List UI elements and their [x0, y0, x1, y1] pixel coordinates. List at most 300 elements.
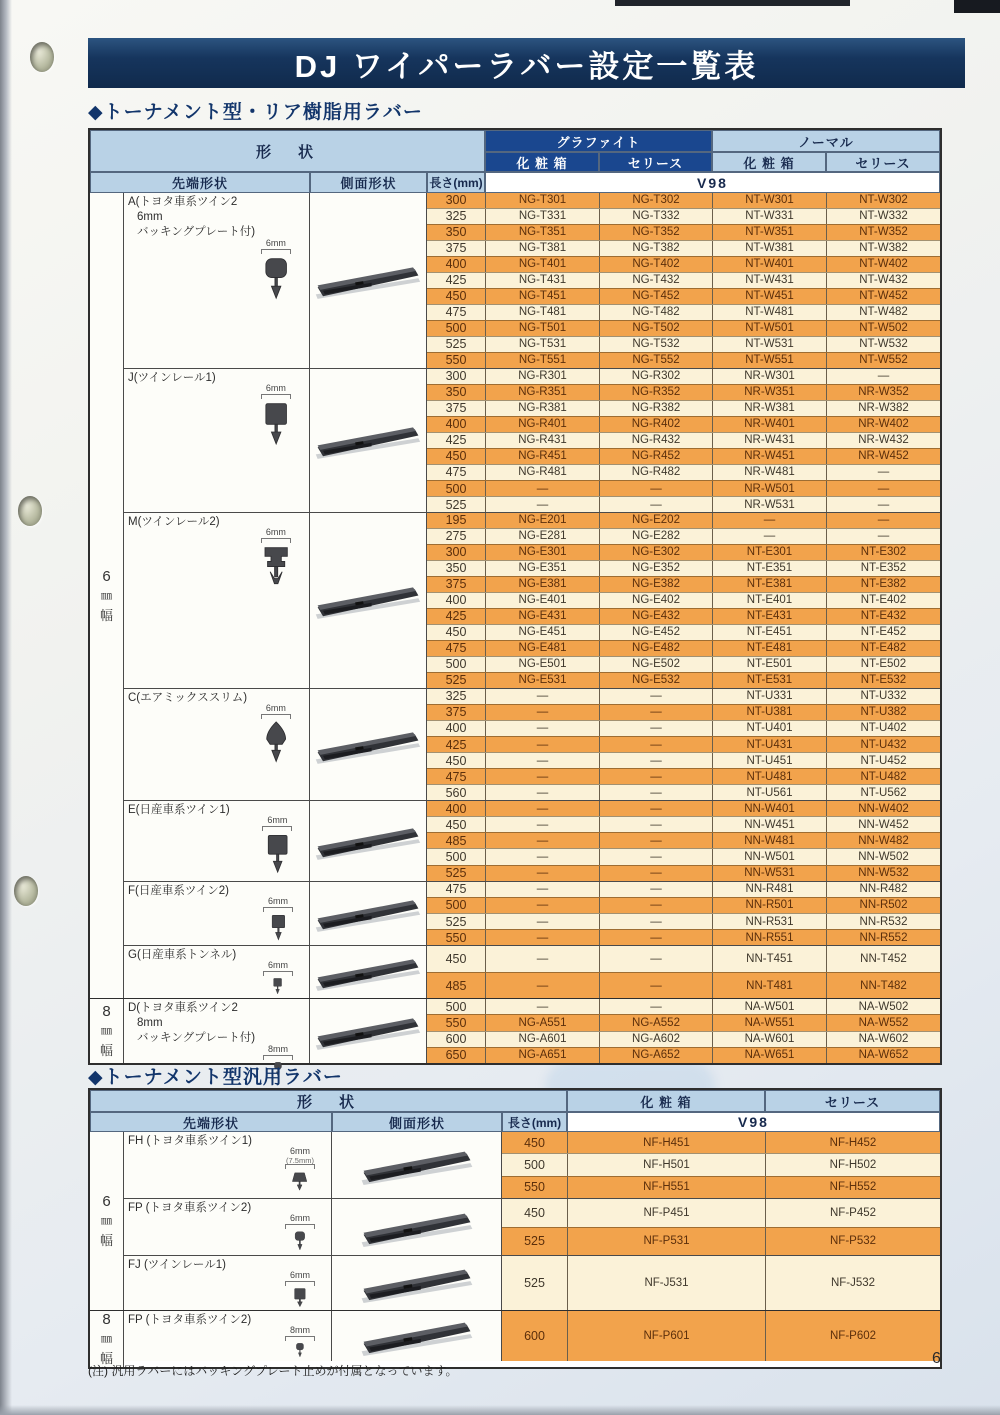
- scan-artifact: [615, 0, 850, 6]
- header-side-shape: 側面形状: [310, 172, 427, 193]
- part-number-cell: NF-H501: [567, 1154, 765, 1175]
- tip-shape-label: バッキングプレート付): [137, 1032, 256, 1045]
- part-number-cell: NT-W332: [826, 209, 940, 224]
- part-number-cell: NT-W331: [712, 209, 826, 224]
- tip-shape-cell: [124, 882, 310, 946]
- part-number-cell: NT-E302: [826, 545, 940, 560]
- tip-shape-cell: [124, 513, 310, 688]
- part-number-cell: NT-U432: [826, 737, 940, 752]
- header-graphite: グラファイト: [485, 130, 712, 152]
- part-rows: [427, 946, 940, 998]
- table-row: [427, 480, 940, 496]
- length-cell: 375: [445, 705, 467, 720]
- measure-bracket: [285, 1336, 315, 1341]
- tip-block-icon: [292, 1287, 308, 1309]
- part-number-cell: NT-E401: [712, 593, 826, 608]
- table-row: [427, 320, 940, 336]
- part-number-cell: NT-U382: [826, 705, 940, 720]
- length-cell: 550: [445, 930, 467, 945]
- width-measure: 6mm: [268, 960, 288, 971]
- part-number-cell: —: [599, 999, 712, 1014]
- length-cell: 600: [524, 1329, 545, 1343]
- part-number-cell: NG-E531: [485, 673, 599, 688]
- part-number-cell: NT-W351: [712, 225, 826, 240]
- part-number-cell: NT-U431: [712, 737, 826, 752]
- length-cell: 500: [524, 1157, 545, 1172]
- table-row: [427, 897, 940, 913]
- part-number-cell: NF-H451: [567, 1132, 765, 1153]
- width-group: [90, 1132, 940, 1310]
- tip-shape-figure: [285, 1147, 315, 1194]
- part-rows: [427, 369, 940, 512]
- page-bottom-shadow: [0, 1405, 1000, 1415]
- part-number-cell: NG-T452: [599, 289, 712, 304]
- part-number-cell: NR-W352: [826, 385, 940, 400]
- part-number-cell: —: [712, 529, 826, 544]
- table1-header: [90, 130, 940, 193]
- part-number-cell: NT-E452: [826, 625, 940, 640]
- part-number-cell: —: [826, 369, 940, 384]
- tip-shape-cell: [124, 689, 310, 800]
- part-number-cell: NN-W481: [712, 833, 826, 848]
- table-row: [502, 1227, 940, 1256]
- part-number-cell: —: [485, 785, 599, 800]
- part-number-cell: NR-W432: [826, 433, 940, 448]
- side-blade-icon: [342, 1206, 492, 1248]
- width-label: [90, 193, 124, 998]
- length-cell: 275: [445, 529, 467, 544]
- part-number-cell: —: [485, 801, 599, 816]
- length-cell: 525: [524, 1276, 545, 1290]
- header-length: 長さ(mm): [502, 1112, 567, 1132]
- part-number-cell: —: [485, 769, 599, 784]
- header-tip-shape: 先端形状: [90, 1112, 332, 1132]
- part-number-cell: NT-E532: [826, 673, 940, 688]
- part-number-cell: —: [485, 930, 599, 945]
- part-number-cell: NN-T451: [712, 946, 826, 972]
- part-number-cell: NN-W451: [712, 817, 826, 832]
- part-number-cell: NN-W401: [712, 801, 826, 816]
- shape-section: [124, 512, 940, 688]
- part-number-cell: NT-E431: [712, 609, 826, 624]
- part-number-cell: NF-J532: [765, 1256, 940, 1310]
- length-cell: 560: [445, 785, 467, 800]
- hole-punch: [18, 496, 42, 526]
- part-number-cell: NG-T332: [599, 209, 712, 224]
- part-number-cell: —: [599, 882, 712, 897]
- measure-bracket: [261, 394, 291, 399]
- part-number-cell: —: [599, 785, 712, 800]
- part-number-cell: NT-W381: [712, 241, 826, 256]
- part-number-cell: NG-A552: [599, 1015, 712, 1030]
- length-cell: 500: [445, 898, 467, 913]
- length-cell: 325: [445, 209, 467, 224]
- table-row: [427, 208, 940, 224]
- part-number-cell: NG-R401: [485, 417, 599, 432]
- part-number-cell: NG-T482: [599, 305, 712, 320]
- side-blade-icon: [342, 1262, 492, 1304]
- header-shape: 形 状: [90, 1090, 567, 1112]
- table2-header: [90, 1090, 940, 1132]
- length-cell: 450: [445, 753, 467, 768]
- width-label-char: 6: [102, 567, 111, 585]
- length-cell: 300: [445, 545, 467, 560]
- tip-shape-label: F(日産車系ツイン2): [128, 884, 230, 897]
- part-number-cell: NT-E301: [712, 545, 826, 560]
- part-number-cell: NN-W532: [826, 866, 940, 881]
- rear-resin-rubber-table: [88, 128, 942, 1065]
- part-number-cell: NT-W501: [712, 321, 826, 336]
- measure-bracket: [285, 1164, 315, 1169]
- length-cell: 475: [445, 769, 467, 784]
- part-number-cell: NG-T481: [485, 305, 599, 320]
- part-number-cell: NF-J531: [567, 1256, 765, 1310]
- part-number-cell: —: [599, 705, 712, 720]
- length-cell: 350: [445, 225, 467, 240]
- part-number-cell: NN-W502: [826, 849, 940, 864]
- part-number-cell: —: [485, 721, 599, 736]
- length-cell: 300: [445, 193, 467, 208]
- part-number-cell: —: [485, 946, 599, 972]
- table-row: [502, 1153, 940, 1175]
- length-cell: 425: [445, 609, 467, 624]
- table-row: [427, 736, 940, 752]
- part-number-cell: —: [599, 497, 712, 512]
- part-rows: [502, 1132, 940, 1198]
- part-number-cell: NT-E381: [712, 577, 826, 592]
- length-cell: 450: [524, 1205, 545, 1220]
- part-number-cell: NT-E382: [826, 577, 940, 592]
- part-number-cell: —: [485, 866, 599, 881]
- width-measure: 6mm: [290, 1213, 310, 1223]
- part-number-cell: —: [599, 817, 712, 832]
- part-number-cell: NN-W402: [826, 801, 940, 816]
- length-cell: 550: [445, 353, 467, 368]
- width-measure: 6mm: [290, 1146, 310, 1156]
- table-row: [427, 1047, 940, 1063]
- part-number-cell: —: [712, 513, 826, 528]
- part-number-cell: NA-W552: [826, 1015, 940, 1030]
- part-number-cell: —: [599, 833, 712, 848]
- table-row: [427, 865, 940, 881]
- tip-shape-label: C(エアミックススリム): [128, 691, 248, 704]
- part-number-cell: —: [485, 973, 599, 999]
- width-label-char: ㎜: [101, 1333, 112, 1345]
- part-number-cell: NG-E352: [599, 561, 712, 576]
- tip-shape-label: E(日産車系ツイン1): [128, 804, 230, 817]
- length-cell: 550: [524, 1180, 545, 1195]
- width-measure-sub: (7.5mm): [286, 1155, 314, 1165]
- table-row: [427, 624, 940, 640]
- table-row: [427, 224, 940, 240]
- part-number-cell: NT-U451: [712, 753, 826, 768]
- width-measure: 8mm: [290, 1325, 310, 1335]
- table-row: [427, 640, 940, 656]
- side-blade-icon: [314, 951, 422, 993]
- width-measure: 6mm: [268, 895, 288, 906]
- table-row: [427, 256, 940, 272]
- part-number-cell: NA-W652: [826, 1048, 940, 1063]
- part-number-cell: NF-H502: [765, 1154, 940, 1175]
- tip-shape-label: M(ツインレール2): [128, 515, 220, 528]
- length-cell: 475: [445, 641, 467, 656]
- tip-shape-cell: [124, 946, 310, 998]
- tip-shape-figure: [285, 1214, 315, 1254]
- tip-shape-label: FJ (ツインレール1): [128, 1259, 226, 1271]
- table-row: [427, 972, 940, 999]
- length-cell: 525: [445, 914, 467, 929]
- part-rows: [427, 689, 940, 800]
- part-number-cell: —: [599, 753, 712, 768]
- table-row: [427, 193, 940, 208]
- width-group: [90, 193, 940, 998]
- measure-bracket: [263, 907, 293, 912]
- part-number-cell: NG-T531: [485, 337, 599, 352]
- length-cell: 325: [445, 689, 467, 704]
- part-number-cell: —: [485, 705, 599, 720]
- length-cell: 425: [445, 273, 467, 288]
- part-number-cell: NT-W552: [826, 353, 940, 368]
- length-cell: 525: [445, 673, 467, 688]
- part-number-cell: NN-W501: [712, 849, 826, 864]
- table-row: [427, 689, 940, 704]
- side-shape-cell: [310, 999, 427, 1063]
- part-number-cell: NT-W551: [712, 353, 826, 368]
- table-row: [427, 576, 940, 592]
- part-number-cell: —: [599, 930, 712, 945]
- header-shape: 形 状: [90, 130, 485, 172]
- table-row: [427, 513, 940, 528]
- tip-mushroom-icon: [259, 544, 293, 596]
- table-row: [427, 352, 940, 368]
- tip-shape-figure: [285, 1271, 315, 1309]
- part-number-cell: NA-W501: [712, 999, 826, 1014]
- shape-section: [124, 1311, 940, 1361]
- group-sections: [124, 1311, 940, 1367]
- table-row: [427, 400, 940, 416]
- part-number-cell: NT-W352: [826, 225, 940, 240]
- part-number-cell: —: [485, 753, 599, 768]
- part-number-cell: NN-R531: [712, 914, 826, 929]
- table-row: [427, 929, 940, 945]
- part-number-cell: NG-T331: [485, 209, 599, 224]
- part-rows: [502, 1311, 940, 1361]
- part-number-cell: NG-T302: [599, 193, 712, 208]
- part-number-cell: NG-R352: [599, 385, 712, 400]
- part-rows: [427, 193, 940, 368]
- part-number-cell: —: [485, 833, 599, 848]
- header-side-shape: 側面形状: [332, 1112, 502, 1132]
- table-row: [427, 1014, 940, 1030]
- scan-artifact: [954, 0, 1000, 13]
- part-number-cell: NN-R501: [712, 898, 826, 913]
- part-number-cell: NR-W301: [712, 369, 826, 384]
- part-number-cell: —: [599, 689, 712, 704]
- part-number-cell: NT-U452: [826, 753, 940, 768]
- side-shape-cell: [310, 513, 427, 688]
- part-number-cell: NT-W302: [826, 193, 940, 208]
- part-number-cell: NR-W382: [826, 401, 940, 416]
- length-cell: 525: [445, 337, 467, 352]
- length-cell: 400: [445, 721, 467, 736]
- part-number-cell: NN-R502: [826, 898, 940, 913]
- side-shape-cell: [310, 689, 427, 800]
- part-number-cell: NR-W501: [712, 481, 826, 496]
- table-row: [502, 1132, 940, 1153]
- part-number-cell: NT-E402: [826, 593, 940, 608]
- table-row: [427, 672, 940, 688]
- part-number-cell: NG-T401: [485, 257, 599, 272]
- part-number-cell: NG-E502: [599, 657, 712, 672]
- part-number-cell: NG-T432: [599, 273, 712, 288]
- length-cell: 600: [445, 1032, 467, 1047]
- length-cell: 525: [445, 866, 467, 881]
- part-number-cell: NG-R431: [485, 433, 599, 448]
- width-label: [90, 1311, 124, 1367]
- part-number-cell: NG-T351: [485, 225, 599, 240]
- part-number-cell: NG-R481: [485, 465, 599, 480]
- shape-section: [124, 881, 940, 946]
- tip-shape-label: 8mm: [137, 1017, 163, 1030]
- side-blade-icon: [314, 892, 422, 934]
- length-cell: 195: [445, 513, 467, 528]
- side-blade-icon: [314, 820, 422, 862]
- part-number-cell: —: [599, 866, 712, 881]
- tip-shape-cell: [124, 369, 310, 512]
- length-cell: 525: [524, 1234, 545, 1249]
- tip-shape-figure: [263, 961, 293, 997]
- part-number-cell: NG-E301: [485, 545, 599, 560]
- length-cell: 450: [524, 1135, 545, 1150]
- length-cell: 450: [445, 289, 467, 304]
- part-number-cell: NG-T551: [485, 353, 599, 368]
- part-number-cell: NT-W301: [712, 193, 826, 208]
- part-number-cell: NN-T482: [826, 973, 940, 999]
- side-blade-icon: [342, 1315, 492, 1357]
- table-row: [427, 544, 940, 560]
- tip-shape-cell: [124, 1256, 332, 1310]
- part-rows: [427, 999, 940, 1063]
- side-blade-icon: [314, 724, 422, 766]
- part-number-cell: NG-R302: [599, 369, 712, 384]
- part-number-cell: NT-U402: [826, 721, 940, 736]
- tip-shape-label: FP (トヨタ車系ツイン2): [128, 1314, 252, 1326]
- measure-bracket: [263, 971, 293, 976]
- table-row: [427, 913, 940, 929]
- side-blade-icon: [314, 419, 422, 461]
- part-number-cell: NG-T382: [599, 241, 712, 256]
- page-edge-shadow: [0, 0, 12, 1415]
- part-number-cell: NG-E351: [485, 561, 599, 576]
- measure-bracket: [261, 714, 291, 719]
- part-number-cell: —: [485, 737, 599, 752]
- length-cell: 425: [445, 737, 467, 752]
- part-number-cell: NN-R552: [826, 930, 940, 945]
- table-row: [427, 784, 940, 800]
- length-cell: 500: [445, 657, 467, 672]
- tip-trapezoid-icon: [290, 1170, 309, 1194]
- width-label-char: 幅: [99, 607, 113, 623]
- part-number-cell: —: [485, 849, 599, 864]
- part-rows: [502, 1256, 940, 1310]
- section1-heading: ◆トーナメント型・リア樹脂用ラバー: [88, 102, 423, 123]
- shape-section: [124, 688, 940, 800]
- width-measure: 6mm: [265, 382, 286, 393]
- part-number-cell: NT-W532: [826, 337, 940, 352]
- length-cell: 450: [445, 952, 467, 967]
- table-row: [427, 384, 940, 400]
- part-number-cell: NG-T431: [485, 273, 599, 288]
- part-number-cell: NR-W452: [826, 449, 940, 464]
- part-number-cell: NN-R481: [712, 882, 826, 897]
- part-number-cell: NG-E431: [485, 609, 599, 624]
- shape-section: [124, 193, 940, 368]
- header-graphite-series: セリース: [599, 152, 712, 172]
- part-number-cell: NT-E501: [712, 657, 826, 672]
- shape-section: [124, 800, 940, 881]
- part-number-cell: NG-R452: [599, 449, 712, 464]
- tip-shape-label: D(トヨタ車系ツイン2: [128, 1002, 238, 1015]
- part-number-cell: NG-A602: [599, 1032, 712, 1047]
- part-number-cell: NG-E202: [599, 513, 712, 528]
- part-number-cell: NG-T532: [599, 337, 712, 352]
- header-normal-series: セリース: [826, 152, 940, 172]
- part-number-cell: NN-R551: [712, 930, 826, 945]
- part-number-cell: NT-W531: [712, 337, 826, 352]
- table-row: [427, 304, 940, 320]
- table-row: [427, 1031, 940, 1047]
- length-cell: 425: [445, 433, 467, 448]
- part-number-cell: NR-W481: [712, 465, 826, 480]
- part-number-cell: NN-T481: [712, 973, 826, 999]
- width-measure: 6mm: [265, 238, 286, 248]
- tip-shape-figure: [285, 1326, 315, 1360]
- part-number-cell: —: [599, 914, 712, 929]
- part-number-cell: NA-W601: [712, 1032, 826, 1047]
- page-number: 6: [932, 1350, 941, 1367]
- side-shape-cell: [310, 369, 427, 512]
- length-cell: 350: [445, 561, 467, 576]
- table-row: [427, 882, 940, 897]
- part-number-cell: NF-H452: [765, 1132, 940, 1153]
- length-cell: 450: [445, 449, 467, 464]
- side-shape-cell: [310, 882, 427, 946]
- tip-shape-cell: [124, 1199, 332, 1255]
- part-number-cell: NG-E382: [599, 577, 712, 592]
- length-cell: 400: [445, 801, 467, 816]
- length-cell: 300: [445, 369, 467, 384]
- tip-shape-label: FH (トヨタ車系ツイン1): [128, 1135, 253, 1147]
- length-cell: 525: [445, 497, 467, 512]
- tip-pin-square-icon: [271, 977, 284, 997]
- section2-heading: ◆トーナメント型汎用ラバー: [88, 1067, 343, 1088]
- tip-shape-cell: [124, 999, 310, 1063]
- width-label-char: ㎜: [101, 1025, 112, 1038]
- part-number-cell: NT-U381: [712, 705, 826, 720]
- part-number-cell: NT-W482: [826, 305, 940, 320]
- part-number-cell: NT-U481: [712, 769, 826, 784]
- table1-body: [90, 193, 940, 1063]
- part-number-cell: NT-W432: [826, 273, 940, 288]
- part-number-cell: —: [485, 689, 599, 704]
- part-number-cell: —: [599, 737, 712, 752]
- part-number-cell: NG-R482: [599, 465, 712, 480]
- part-number-cell: NG-A651: [485, 1048, 599, 1063]
- part-number-cell: NG-T402: [599, 257, 712, 272]
- table-row: [427, 464, 940, 480]
- width-label-char: ㎜: [101, 1215, 112, 1227]
- table-row: [427, 288, 940, 304]
